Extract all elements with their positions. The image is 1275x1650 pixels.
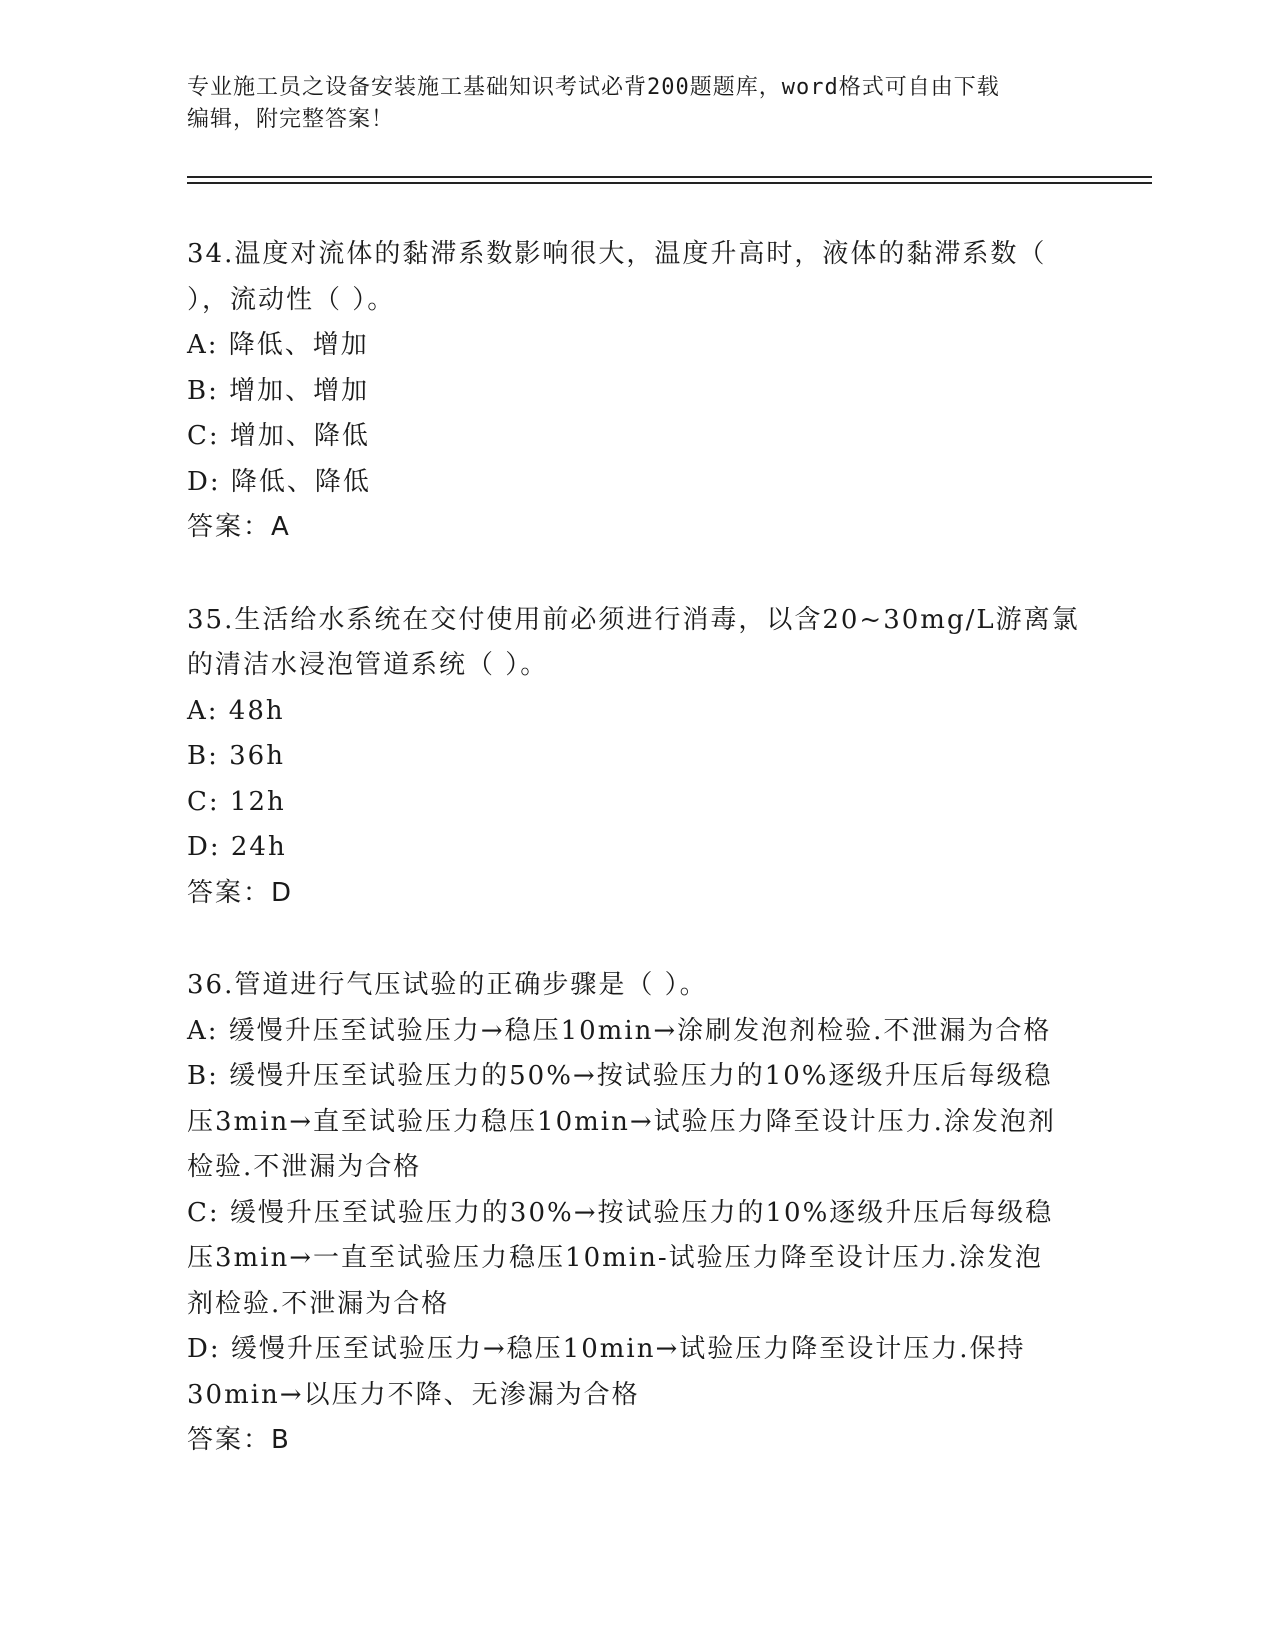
- option-d: D: 24h: [187, 832, 287, 862]
- question-35: [187, 598, 1087, 917]
- question-stem: 35.生活给水系统在交付使用前必须进行消毒，以含20~30mg/L游离氯: [187, 604, 1080, 635]
- option-b-continued: 压3min→直至试验压力稳压10min→试验压力降至设计压力.涂发泡剂: [187, 1106, 1056, 1137]
- header-line-1: 专业施工员之设备安装施工基础知识考试必背200题题库，word格式可自由下载: [187, 75, 1000, 100]
- question-stem: 34.温度对流体的黏滞系数影响很大，温度升高时，液体的黏滞系数（: [187, 239, 1047, 269]
- option-b: B: 36h: [187, 741, 285, 771]
- header-line-2: 编辑，附完整答案！: [187, 107, 395, 132]
- option-c-continued: 压3min→一直至试验压力稳压10min-试验压力降至设计压力.涂发泡: [187, 1243, 1043, 1273]
- answer-label: 答案：D: [187, 877, 294, 908]
- header-divider-top: [187, 176, 1152, 178]
- answer-label: 答案：A: [187, 512, 291, 542]
- option-b: B: 缓慢升压至试验压力的50%→按试验压力的10%逐级升压后每级稳: [187, 1061, 1053, 1091]
- question-list: [187, 232, 1087, 1511]
- header-divider-bottom: [187, 182, 1152, 184]
- option-a: A: 缓慢升压至试验压力→稳压10min→涂刷发泡剂检验.不泄漏为合格: [187, 1015, 1052, 1046]
- option-b: B: 增加、增加: [187, 375, 370, 406]
- question-stem-continued: ），流动性（ ）。: [187, 284, 396, 315]
- question-34: [187, 232, 1087, 551]
- option-a: A: 48h: [187, 695, 285, 726]
- question-36: [187, 963, 1087, 1464]
- question-stem-continued: 的清洁水浸泡管道系统（ ）。: [187, 650, 549, 680]
- option-c: C: 增加、降低: [187, 421, 370, 451]
- option-c: C: 12h: [187, 786, 286, 817]
- option-c: C: 缓慢升压至试验压力的30%→按试验压力的10%逐级升压后每级稳: [187, 1197, 1054, 1228]
- option-d-continued: 30min→以压力不降、无渗漏为合格: [187, 1379, 640, 1410]
- option-d: D: 降低、降低: [187, 466, 371, 497]
- option-d: D: 缓慢升压至试验压力→稳压10min→试验压力降至设计压力.保持: [187, 1334, 1026, 1364]
- question-stem: 36.管道进行气压试验的正确步骤是（ ）。: [187, 970, 708, 1000]
- option-c-continued: 剂检验.不泄漏为合格: [187, 1288, 450, 1319]
- option-b-continued: 检验.不泄漏为合格: [187, 1152, 422, 1182]
- document-header: [187, 72, 1067, 136]
- answer-label: 答案：B: [187, 1425, 291, 1455]
- option-a: A: 降低、增加: [187, 330, 369, 360]
